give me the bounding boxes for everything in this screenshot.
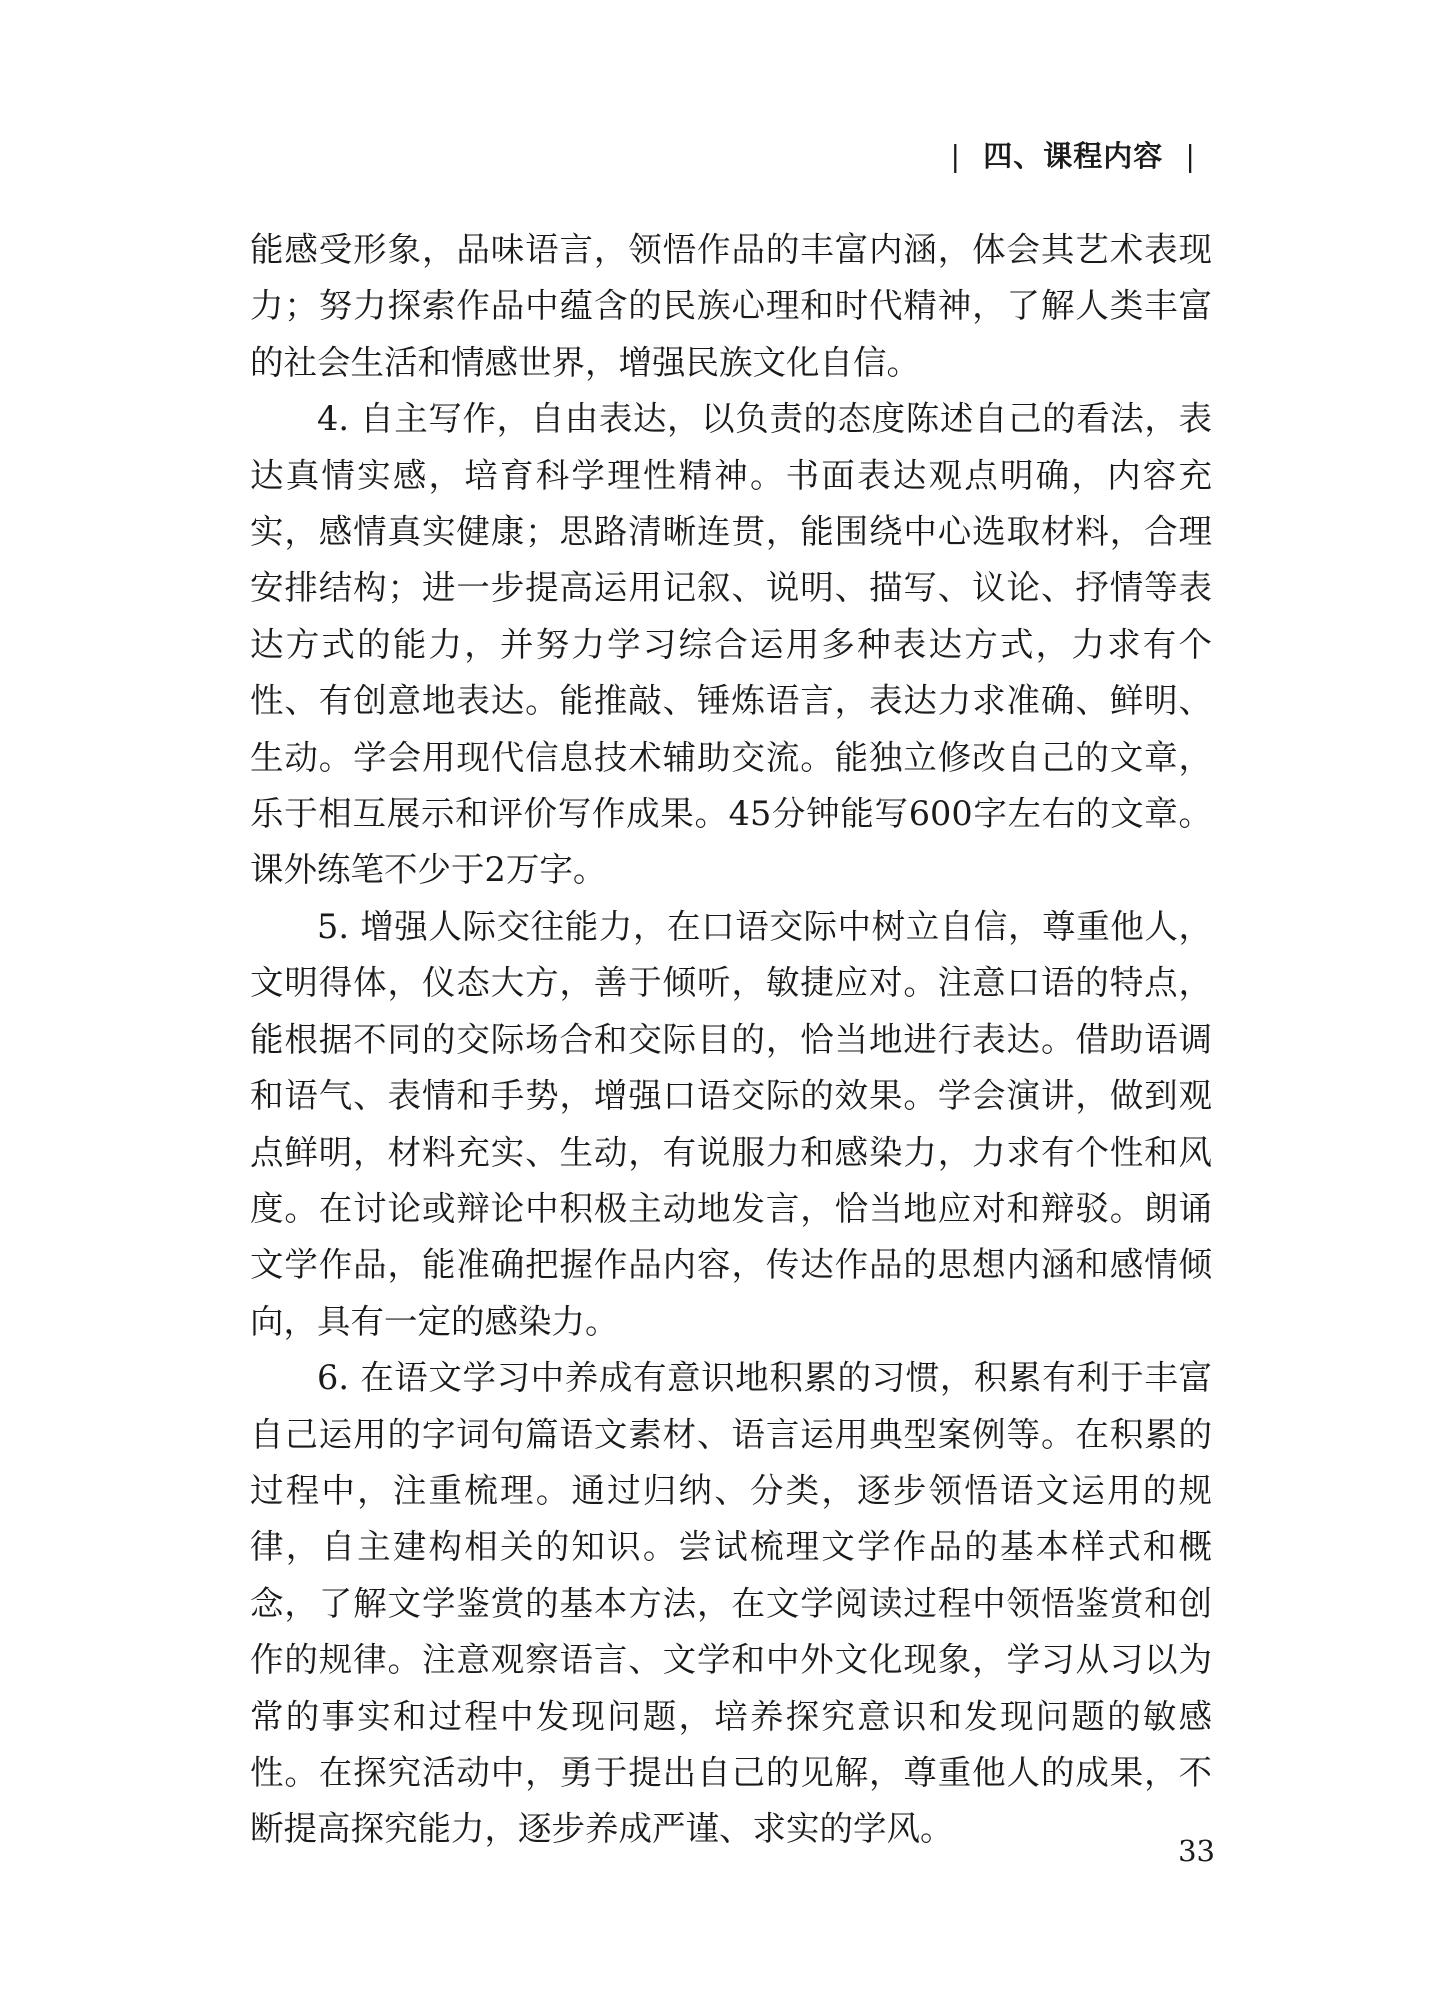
running-header [928, 134, 1218, 175]
page-number: 33 [1178, 1834, 1215, 1868]
paragraph-continued: 能感受形象，品味语言，领悟作品的丰富内涵，体会其艺术表现力；努力探索作品中蕴含的民族心理和时代精神，了解人类丰富的社会生活和情感世界，增强民族文化自信。 [250, 230, 1212, 382]
section-title: 四、课程内容 [983, 139, 1164, 173]
paragraph-item-5: 5. 增强人际交往能力，在口语交际中树立自信，尊重他人，文明得体，仪态大方，善于倾听，敏捷应对。注意口语的特点，能根据不同的交际场合和交际目的，恰当地进行表达。借助语调和语气、表情和手势，增强口语交际的效果。学会演讲，做到观点鲜明，材料充实、生动，有说服力和感染力，力求有个性和风度。在讨论或辩论中积极主动地发言，恰当地应对和辩驳。朗诵文学作品，能准确把握作品内容，传达作品的思想内涵和感情倾向，具有一定的感染力。 [250, 906, 1212, 1341]
header-divider-left: | [950, 139, 962, 173]
paragraph-item-4: 4. 自主写作，自由表达，以负责的态度陈述自己的看法，表达真情实感，培育科学理性精神。书面表达观点明确，内容充实，感情真实健康；思路清晰连贯，能围绕中心选取材料，合理安排结构；进一步提高运用记叙、说明、描写、议论、抒情等表达方式的能力，并努力学习综合运用多种表达方式，力求有个性、有创意地表达。能推敲、锤炼语言，表达力求准确、鲜明、生动。学会用现代信息技术辅助交流。能独立修改自己的文章，乐于相互展示和评价写作成果。45分钟能写600字左右的文章。课外练笔不少于2万字。 [250, 399, 1212, 890]
header-divider-right: | [1185, 139, 1196, 173]
body-text [250, 222, 1212, 1858]
paragraph-item-6: 6. 在语文学习中养成有意识地积累的习惯，积累有利于丰富自己运用的字词句篇语文素材、语言运用典型案例等。在积累的过程中，注重梳理。通过归纳、分类，逐步领悟语文运用的规律，自主建构相关的知识。尝试梳理文学作品的基本样式和概念，了解文学鉴赏的基本方法，在文学阅读过程中领悟鉴赏和创作的规律。注意观察语言、文学和中外文化现象，学习从习以为常的事实和过程中发现问题，培养探究意识和发现问题的敏感性。在探究活动中，勇于提出自己的见解，尊重他人的成果，不断提高探究能力，逐步养成严谨、求实的学风。 [250, 1358, 1212, 1849]
